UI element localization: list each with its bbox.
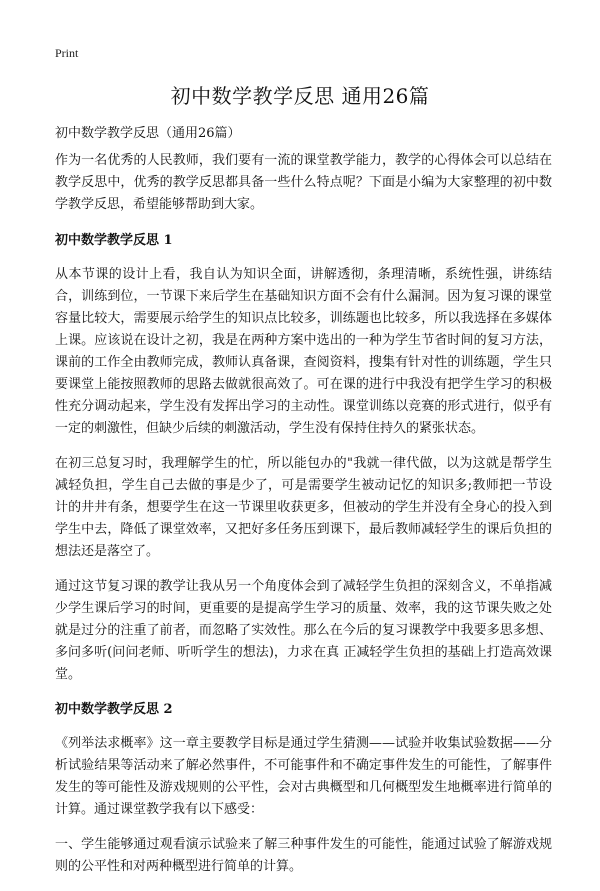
section-1-paragraph-2: 在初三总复习时，我理解学生的忙，所以能包办的"我就一律代做，以为这就是帮学生减轻负担，学生自己去做的事是少了，可是需要学生被动记忆的知识多;教师把一节设计的井井有条，想要学生在这一节课里收获更多，但被动的学生并没有全身心的投入到学生中去，降低了课堂效率，又把好多任务压到课下，最后教师减轻学生的课后负担的想法还是落空了。	[55, 456, 552, 559]
print-label: Print	[55, 46, 79, 60]
intro-paragraph: 作为一名优秀的人民教师，我们要有一流的课堂教学能力，教学的心得体会可以总结在教学反思中，优秀的教学反思都具备一些什么特点呢？下面是小编为大家整理的初中数学教学反思，希望能够帮助到大家。	[55, 153, 552, 212]
section-1-paragraph-3: 通过这节复习课的教学让我从另一个角度体会到了减轻学生负担的深刻含义，不单指减少学生课后学习的时间，更重要的是提高学生学习的质量、效率，我的这节课失败之处就是过分的注重了前者，而忽略了实效性。那么在今后的复习课教学中我要多思多想、多问多听(问问老师、听听学生的想法)，力求在真 正减轻学生负担的基础上打造高效课堂。	[55, 579, 552, 682]
document-subtitle: 初中数学教学反思（通用26篇）	[55, 126, 241, 141]
section-2-paragraph-2: 一、学生能够通过观看演示试验来了解三种事件发生的可能性，能通过试验了解游戏规则的公平性和对两种概型进行简单的计算。	[55, 837, 552, 874]
section-heading-2: 初中数学教学反思 2	[55, 702, 173, 717]
section-1-paragraph-1: 从本节课的设计上看，我自认为知识全面，讲解透彻，条理清晰，系统性强，讲练结合，训练到位，一节课下来后学生在基础知识方面不会有什么漏洞。因为复习课的课堂容量比较大，需要展示给学生的知识点比较多，训练题也比较多，所以我选择在多媒体上课。应该说在设计之初，我是在两种方案中选出的一种为学生节省时间的复习方法，课前的工作全由教师完成，教师认真备课，查阅资料，搜集有针对性的训练题，学生只要课堂上能按照教师的思路去做就很高效了。可在课的进行中我没有把学生学习的积极性充分调动起来，学生没有发挥出学习的主动性。课堂训练以竞赛的形式进行，似乎有一定的刺激性，但缺少后续的刺激活动，学生没有保持住持久的紧张状态。	[55, 267, 552, 436]
document-title: 初中数学教学反思 通用26篇	[170, 84, 430, 108]
document-body	[55, 150, 552, 891]
section-heading-1: 初中数学教学反思 1	[55, 233, 173, 248]
section-2-paragraph-1: 《列举法求概率》这一章主要教学目标是通过学生猜测——试验并收集试验数据——分析试验结果等活动来了解必然事件，不可能事件和不确定事件发生的可能性，了解事件发生的等可能性及游戏规则的公平性，会对古典概型和几何概型发生地概率进行简单的计算。通过课堂教学我有以下感受：	[55, 736, 552, 817]
